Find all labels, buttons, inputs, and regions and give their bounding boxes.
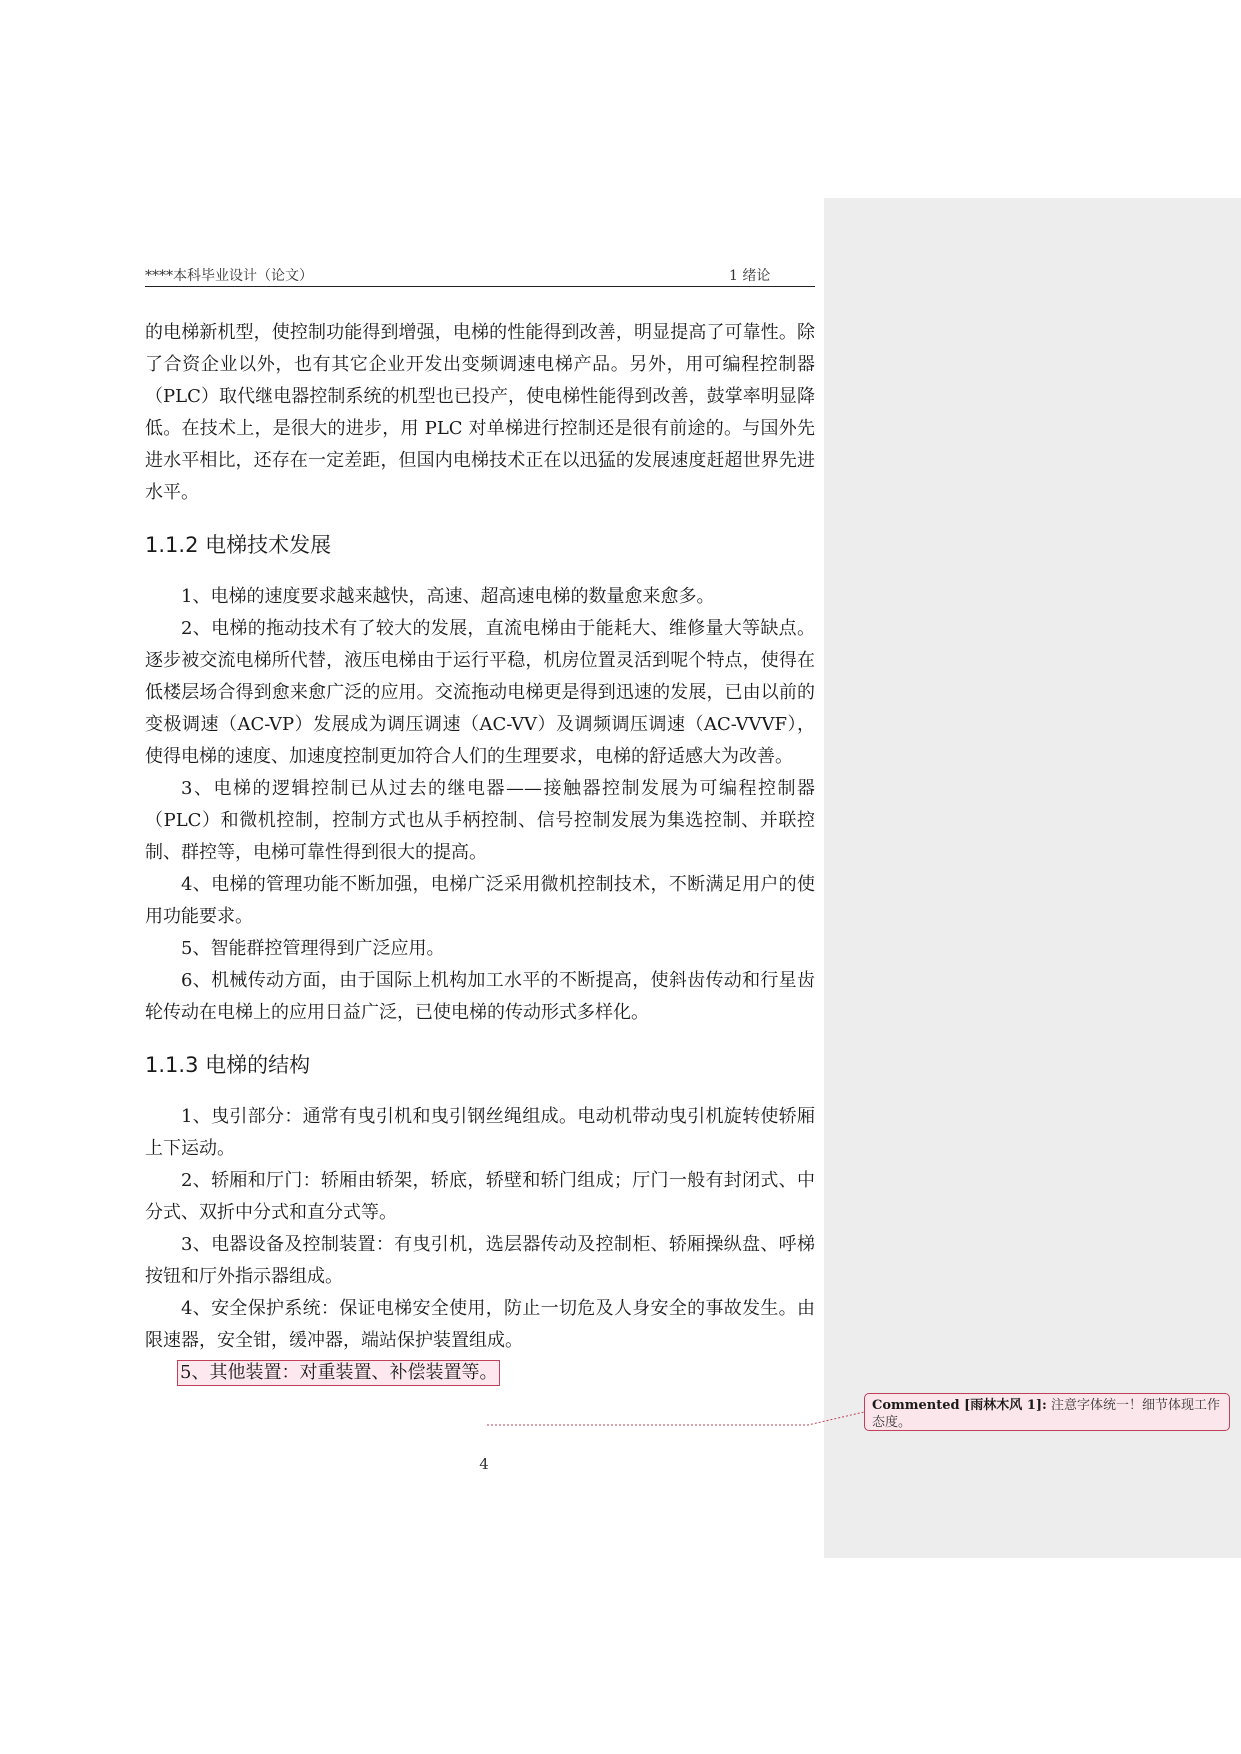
header-thesis-title: ****本科毕业设计（论文） bbox=[145, 268, 313, 284]
list-item: 2、电梯的拖动技术有了较大的发展，直流电梯由于能耗大、维修量大等缺点。逐步被交流电梯所代替，液压电梯由于运行平稳，机房位置灵活到呢个特点，使得在低楼层场合得到愈来愈广泛的应用。交流拖动电梯更是得到迅速的发展，已由以前的变极调速（AC-VP）发展成为调压调速（AC-VV）及调频调压调速（AC-VVVF），使得电梯的速度、加速度控制更加符合人们的生理要求，电梯的舒适感大为改善。 bbox=[145, 618, 815, 767]
list-item: 1、电梯的速度要求越来越快，高速、超高速电梯的数量愈来愈多。 bbox=[181, 586, 715, 607]
document-body bbox=[145, 317, 815, 1389]
intro-paragraph: 的电梯新机型，使控制功能得到增强，电梯的性能得到改善，明显提高了可靠性。除了合资企业以外，也有其它企业开发出变频调速电梯产品。另外，用可编程控制器（PLC）取代继电器控制系统的机型也已投产，使电梯性能得到改善，鼓掌率明显降低。在技术上，是很大的进步，用 PLC 对单梯进行控制还是很有前途的。与国外先进水平相比，还存在一定差距，但国内电梯技术正在以迅猛的发展速度赶超世界先进水平。 bbox=[145, 322, 815, 503]
comment-anchor-highlight[interactable]: 5、其他装置：对重装置、补偿装置等。 bbox=[177, 1360, 500, 1386]
comment-pane bbox=[824, 198, 1241, 1558]
comment-author: Commented [雨林木风 1]: bbox=[872, 1398, 1047, 1413]
header-chapter: 1 绪论 bbox=[729, 268, 771, 284]
section-heading-1-1-3: 1.1.3 电梯的结构 bbox=[145, 1053, 311, 1077]
list-item: 2、轿厢和厅门：轿厢由轿架，轿底，轿壁和轿门组成；厅门一般有封闭式、中分式、双折中分式和直分式等。 bbox=[145, 1170, 815, 1223]
comment-balloon[interactable] bbox=[864, 1393, 1230, 1431]
page-number: 4 bbox=[479, 1455, 489, 1473]
list-item: 3、电梯的逻辑控制已从过去的继电器——接触器控制发展为可编程控制器（PLC）和微机控制，控制方式也从手柄控制、信号控制发展为集选控制、并联控制、群控等，电梯可靠性得到很大的提高。 bbox=[145, 778, 815, 863]
list-item: 6、机械传动方面，由于国际上机构加工水平的不断提高，使斜齿传动和行星齿轮传动在电梯上的应用日益广泛，已使电梯的传动形式多样化。 bbox=[145, 970, 815, 1023]
list-item: 3、电器设备及控制装置：有曳引机，选层器传动及控制柜、轿厢操纵盘、呼梯按钮和厅外指示器组成。 bbox=[145, 1234, 815, 1287]
section-heading-1-1-2: 1.1.2 电梯技术发展 bbox=[145, 533, 332, 557]
list-item: 5、智能群控管理得到广泛应用。 bbox=[181, 938, 445, 959]
list-item: 4、安全保护系统：保证电梯安全使用，防止一切危及人身安全的事故发生。由限速器，安全钳，缓冲器，端站保护装置组成。 bbox=[145, 1298, 815, 1351]
comment-text: 注意字体统一！细节体现工作态度。 bbox=[872, 1398, 1220, 1430]
list-item: 1、曳引部分：通常有曳引机和曳引钢丝绳组成。电动机带动曳引机旋转使轿厢上下运动。 bbox=[145, 1106, 815, 1159]
running-header bbox=[145, 266, 815, 287]
commented-paragraph[interactable] bbox=[145, 1357, 815, 1389]
list-item: 4、电梯的管理功能不断加强，电梯广泛采用微机控制技术，不断满足用户的使用功能要求。 bbox=[145, 874, 815, 927]
